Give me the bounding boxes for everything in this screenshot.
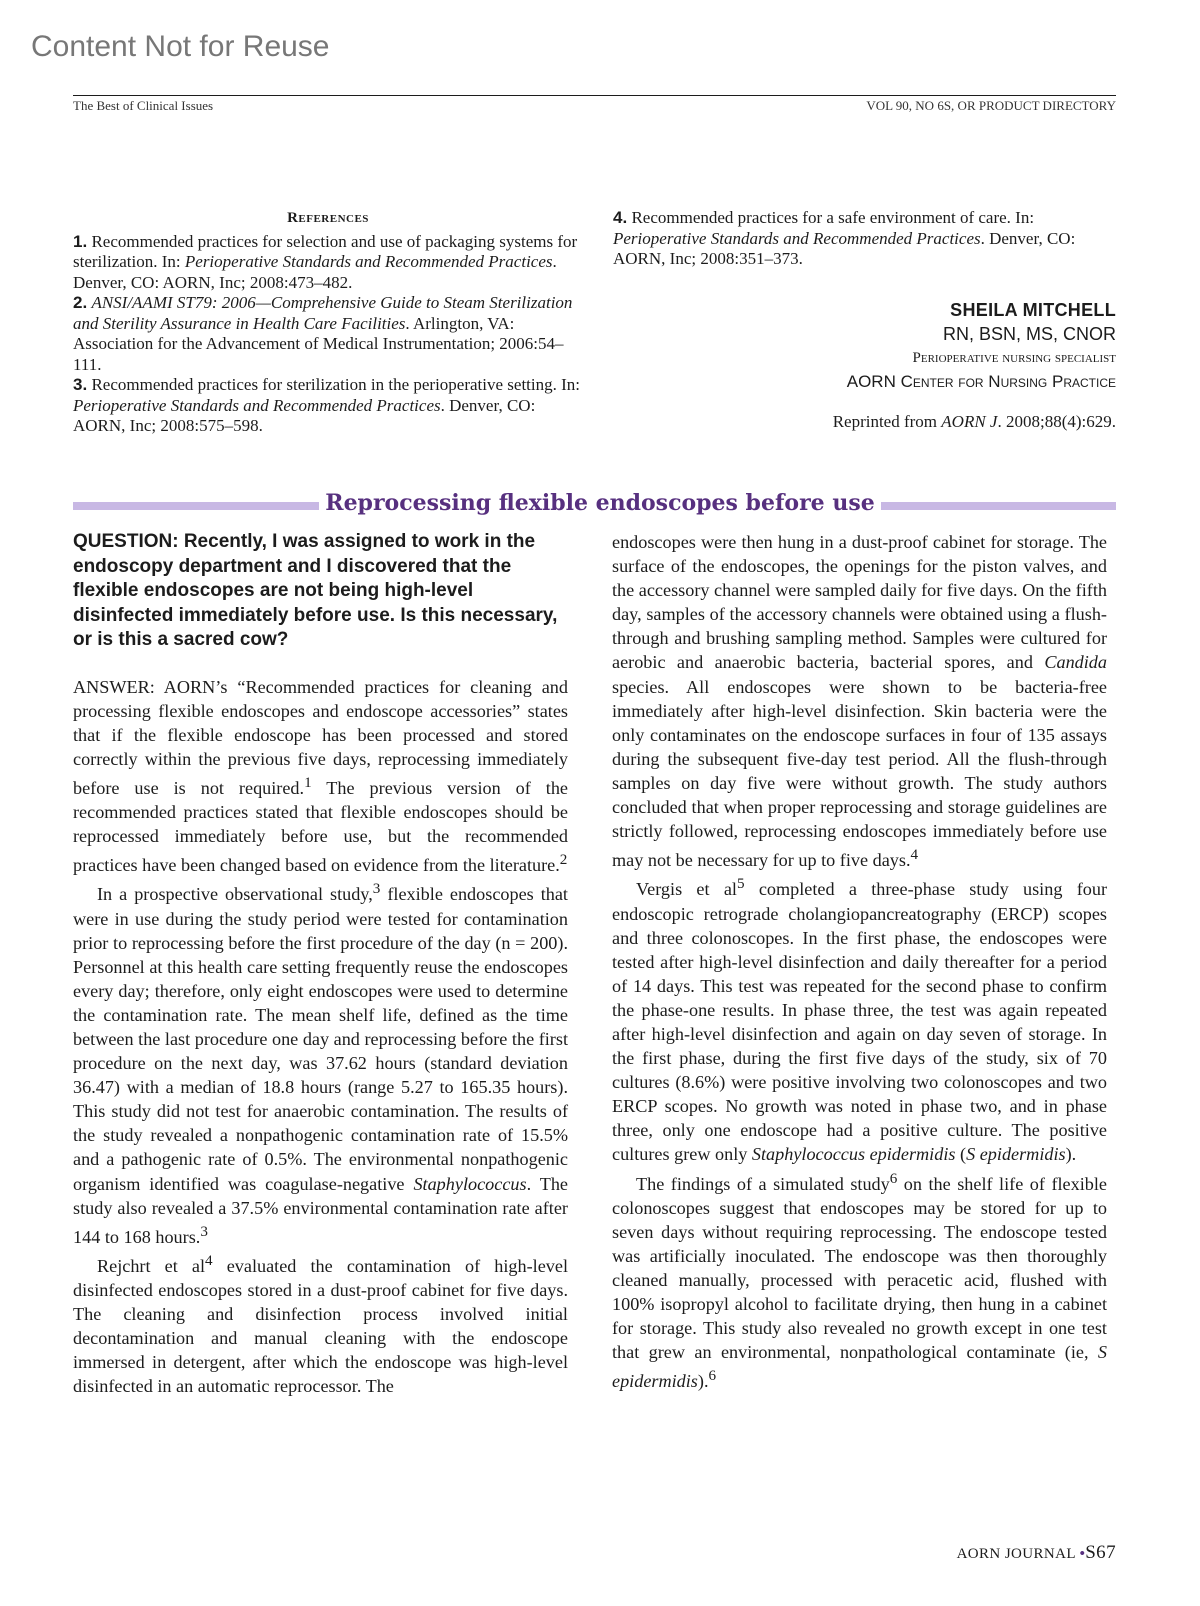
- reference-3: 3. Recommended practices for sterilization in the perioperative setting. In: Perioperative Standards and Recommended Practices. Denver, CO: AORN, Inc; 2008:575–598.: [73, 375, 581, 435]
- answer-paragraph: ANSWER: AORN’s “Recommended practices for cleaning and processing flexible endoscopes and endoscope accessories” states that if the flexible endoscope has been processed and stored correctly within the previous five days, reprocessing immediately before use is not required.$^1$ The previous version of the recommended practices stated that flexible endoscopes should be reprocessed immediately before use, but the recommended practices have been changed based on evidence from the literature.$^2$: [73, 676, 568, 876]
- references: [73, 208, 583, 437]
- header-left: The Best of Clinical Issues: [73, 98, 214, 113]
- reprint-note: Reprinted from AORN J. 2008;88(4):629.: [832, 412, 1116, 431]
- author-title: Perioperative nursing specialist: [912, 350, 1116, 366]
- body-paragraph: Rejchrt et $al^4$ evaluated the contamination of high-level disinfected endoscopes stored in a dust-proof cabinet for five days. The cleaning and disinfection process involved initial decontamination and manual cleaning with the endoscope immersed in detergent, after which the endoscope was high-level disinfected in an automatic reprocessor. The: [73, 1251, 568, 1397]
- page-footer: [957, 1542, 1116, 1564]
- body-paragraph: In a prospective observational study,$^3$ flexible endoscopes that were in use during the study period were tested for contamination prior to reprocessing before the first procedure of the day (n = 200). Personnel at this health care setting frequently reuse the endoscopes every day; therefore, only eight endoscopes were used to determine the contamination rate. The mean shelf life, defined as the time between the last procedure one day and reprocessing before the first procedure on the next day, was 37.62 hours (standard deviation 36.47) with a median of 18.8 hours (range 5.27 to 165.35 hours). This study did not test for anaerobic contamination. The results of the study revealed a nonpathogenic contamination rate of 15.5% and a pathogenic rate of 0.5%. The environmental nonpathogenic organism identified was coagulase-negative Staphylococcus. The study also revealed a 37.5% environmental contamination rate after 144 to 168 hours.$^3$: [73, 880, 569, 1247]
- reference-1: 1. Recommended practices for selection and use of packaging systems for sterilization. In: Perioperative Standards and Recommended Practices. Denver, CO: AORN, Inc; 2008:473–482.: [73, 231, 578, 292]
- section-title: Reprocessing flexible endoscopes before use: [0, 490, 1200, 516]
- running-header: [73, 95, 1116, 113]
- author-credentials: RN, BSN, MS, CNOR: [942, 324, 1116, 344]
- author-block: [616, 298, 1116, 432]
- body-paragraph-continued: endoscopes were then hung in a dust-proof cabinet for storage. The surface of the endoscopes, the openings for the piston valves, and the accessory channel were sampled daily for five days. On the fifth day, samples of the accessory channels were obtained using a flush-through and brushing sampling method. Samples were cultured for aerobic and anaerobic bacteria, bacterial spores, and Candida species. All endoscopes were shown to be bacteria-free immediately after high-level disinfection. Skin bacteria were the only contaminates on the endoscope surfaces in four of 135 assays during the subsequent five-day test period. All the flush-through samples on day five were without growth. The study authors concluded that when proper reprocessing and storage guidelines are strictly followed, reprocessing endoscopes immediately before use may not be necessary for up to five days.$^4$: [612, 532, 1107, 871]
- footer-bullet: •: [1079, 1546, 1086, 1562]
- column-right: [612, 530, 1107, 1394]
- author-org: AORN Center for Nursing Practice: [846, 372, 1116, 391]
- page-number: S67: [1085, 1542, 1116, 1563]
- watermark: Content Not for Reuse: [31, 30, 330, 63]
- body-paragraph: The findings of a simulated study$^6$ on the shelf life of flexible colonoscopes suggest that endoscopes may be stored for up to seven days without requiring reprocessing. The endoscope tested was artificially inoculated. The endoscope was then thoroughly cleaned manually, processed with peracetic acid, flushed with 100% isopropyl alcohol to facilitate drying, then hung in a cabinet for storage. This study also revealed no growth except in one test that grew an environmental, nonpathological contaminate (ie, S epidermidis).$^6$: [612, 1169, 1107, 1392]
- reference-2: 2. ANSI/AAMI ST79: 2006—Comprehensive Guide to Steam Sterilization and Sterility Assurance in Health Care Facilities. Arlington, VA: Association for the Advancement of Medical Instrumentation; 2006:54–111.: [73, 293, 573, 374]
- footer-journal: AORN JOURNAL: [956, 1546, 1076, 1562]
- references-title: References: [287, 210, 369, 226]
- author-name: SHEILA MITCHELL: [950, 300, 1116, 320]
- header-right: VOL 90, NO 6S, OR PRODUCT DIRECTORY: [866, 98, 1116, 113]
- column-left: [73, 530, 568, 1399]
- reference-4: 4. Recommended practices for a safe environment of care. In: Perioperative Standards and Recommended Practices. Denver, CO: AORN, Inc; 2008:351–373.: [613, 208, 1076, 268]
- body-paragraph: Vergis et $al^5$ completed a three-phase study using four endoscopic retrograde cholangiopancreatography (ERCP) scopes and three colonoscopes. In the first phase, the endoscopes were tested after high-level disinfection and daily thereafter for a period of 14 days. This test was repeated for the second phase to confirm the phase-one results. In phase three, the test was again repeated after high-level disinfection and again on day seven of storage. In the first phase, during the first five days of the study, six of 70 cultures (8.6%) were positive involving two colonoscopes and two ERCP scopes. No growth was noted in phase two, and in phase three, only one endoscope had a positive culture. The positive cultures grew only Staphylococcus epidermidis (S epidermidis).: [612, 875, 1107, 1165]
- references-continued: [613, 208, 1113, 270]
- question: QUESTION: Recently, I was assigned to work in the endoscopy department and I discovered that the flexible endoscopes are not being high-level disinfected immediately before use. Is this necessary, or is this a sacred cow?: [73, 531, 558, 650]
